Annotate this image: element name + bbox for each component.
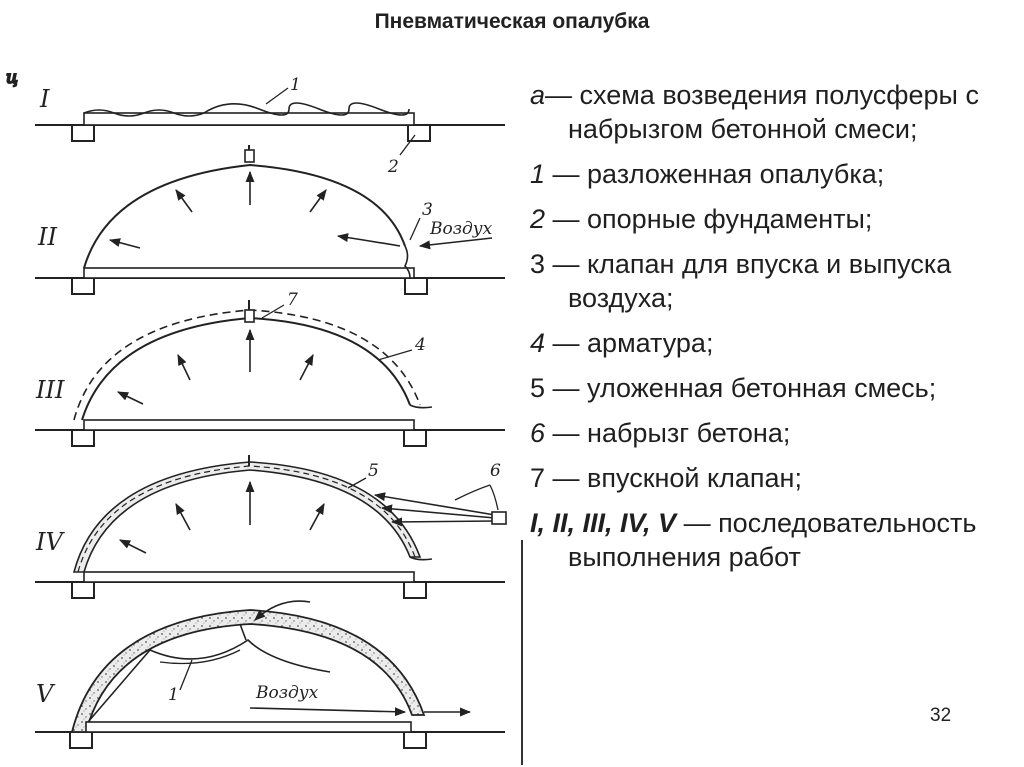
legend-text: — впускной клапан; (545, 463, 802, 493)
callout-5: 5 (368, 461, 379, 481)
callout-1: 1 (290, 75, 301, 95)
legend-text: — арматура; (545, 328, 714, 358)
legend-item-2 (530, 202, 1000, 236)
stage-label-i: I (40, 85, 50, 113)
legend-text: — клапан для впуска и выпуска воздуха; (545, 249, 952, 313)
stage-iv (35, 455, 506, 598)
callout-2: 2 (388, 157, 399, 177)
legend-key: 1 (530, 159, 546, 189)
stage-i (35, 75, 505, 177)
callout-1-v: 1 (168, 685, 179, 705)
legend-item-7 (530, 461, 1000, 495)
slide-title: Пневматическая опалубка (374, 10, 650, 33)
air-label-ii: Воздух (430, 219, 493, 239)
legend-key: 7 (530, 463, 546, 493)
legend-key: 5 (530, 373, 546, 403)
stage-label-iii: III (36, 376, 65, 404)
stage-iii (35, 290, 505, 446)
stage-label-ii: II (38, 223, 57, 251)
legend-text: — набрызг бетона; (545, 418, 791, 448)
legend-item-stages (530, 506, 1000, 574)
legend-text: схема возведения полусферы с набрызгом бетонной смеси; (568, 80, 979, 144)
stage-ii (35, 145, 505, 294)
legend-key: 4 (530, 328, 546, 358)
stage-label-iv: IV (36, 528, 63, 556)
callout-6: 6 (490, 461, 501, 481)
legend-text: — опорные фундаменты; (545, 204, 873, 234)
corner-mark: ц (6, 68, 18, 88)
legend-key: а— (530, 80, 573, 110)
separator-line (521, 540, 523, 765)
legend-item-1 (530, 157, 1000, 191)
legend (530, 78, 1000, 585)
legend-key: 6 (530, 418, 546, 448)
legend-key: I, II, III, IV, V (530, 508, 677, 538)
callout-3: 3 (422, 200, 433, 220)
legend-item-5 (530, 371, 1000, 405)
page-number: 32 (930, 705, 952, 726)
stage-v (35, 601, 505, 748)
legend-item-a (530, 78, 1000, 146)
air-label-v: Воздух (256, 683, 319, 703)
legend-text: — разложенная опалубка; (545, 159, 885, 189)
legend-item-3 (530, 247, 1000, 315)
callout-4: 4 (415, 335, 426, 355)
legend-key: 3 (530, 249, 546, 279)
callout-7: 7 (287, 290, 298, 310)
legend-text: — последовательность выполнения работ (568, 508, 977, 572)
legend-key: 2 (530, 204, 546, 234)
stage-label-v: V (36, 680, 54, 708)
legend-text: — уложенная бетонная смесь; (545, 373, 937, 403)
legend-item-6 (530, 416, 1000, 450)
legend-item-4 (530, 326, 1000, 360)
pneumatic-formwork-diagram (0, 55, 530, 767)
